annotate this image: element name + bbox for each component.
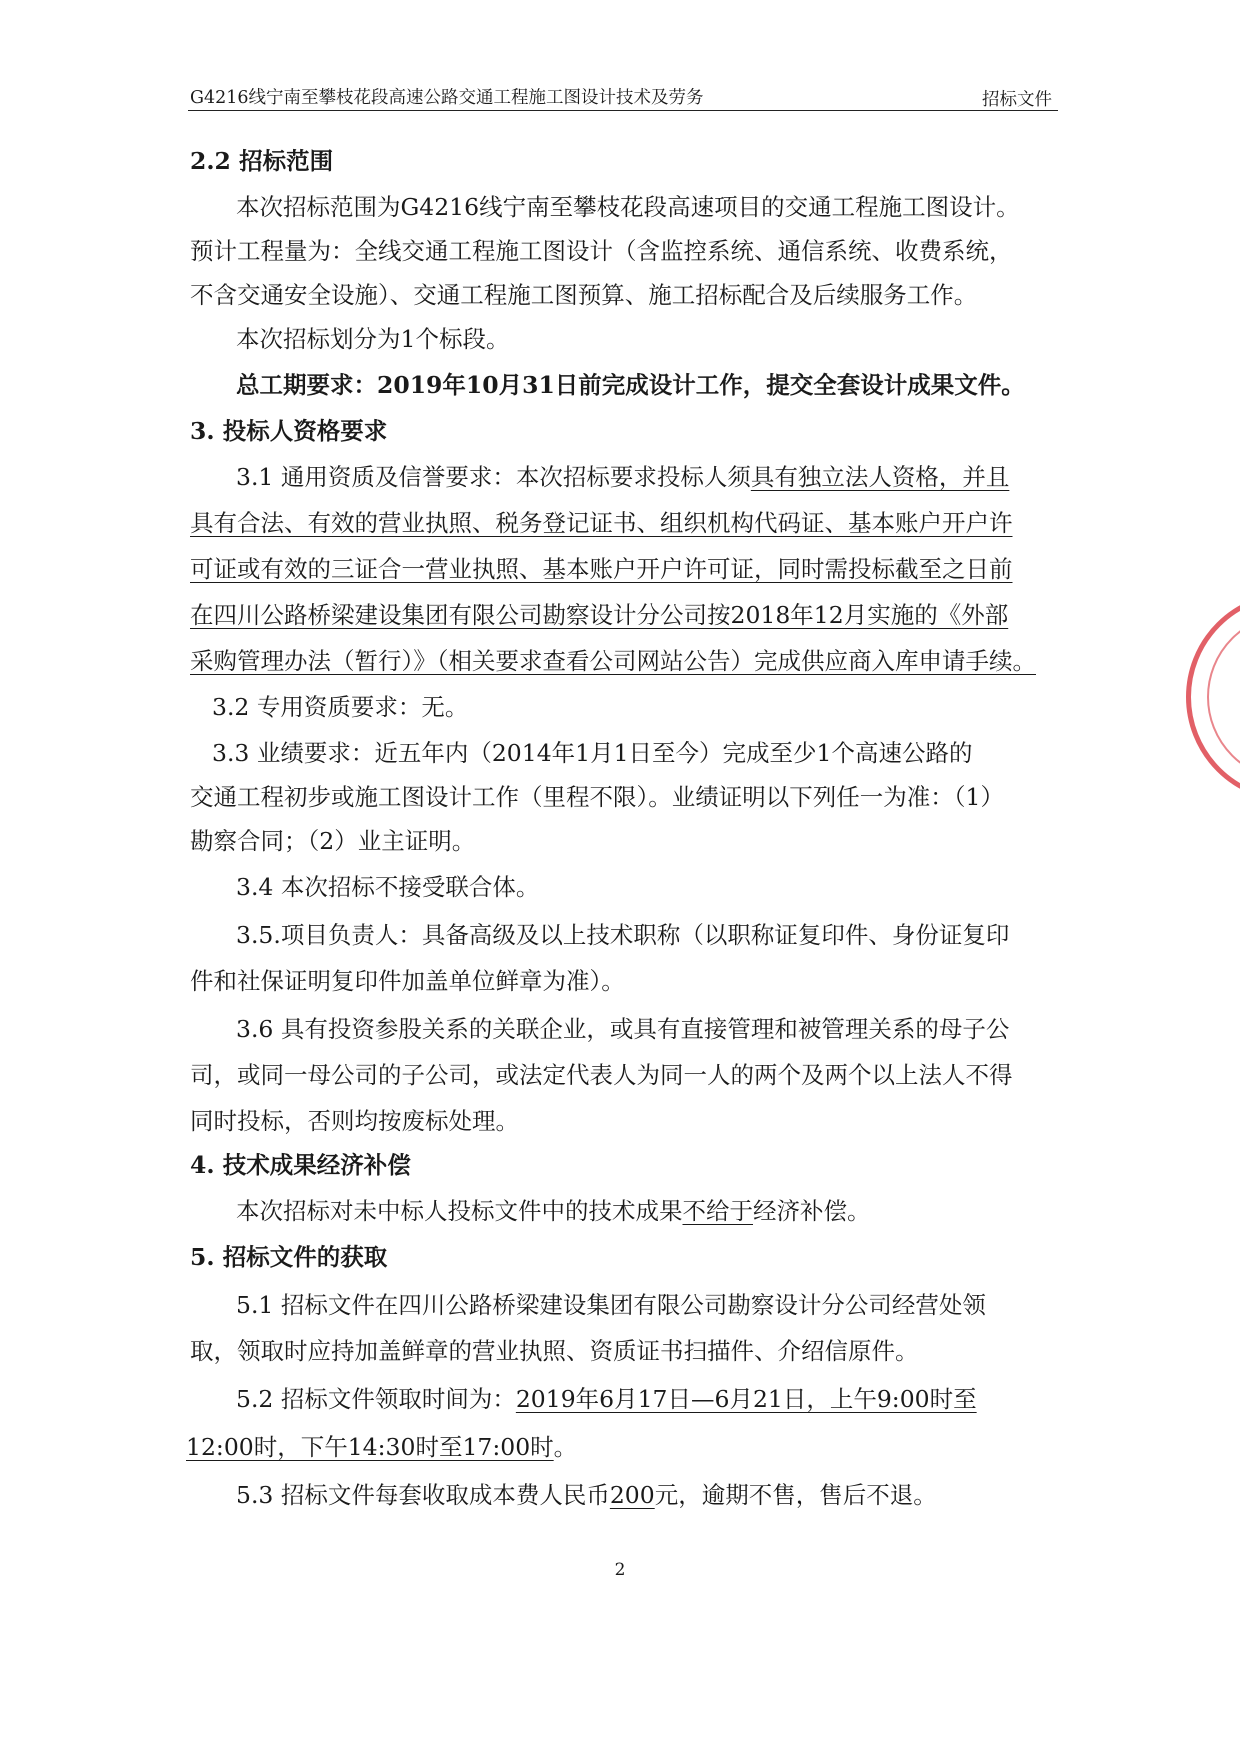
page-number: 2 <box>614 1560 626 1580</box>
item-5-3 <box>236 1480 937 1510</box>
item-5-2-line-2 <box>186 1432 577 1462</box>
schedule-requirement: 总工期要求：2019年10月31日前完成设计工作，提交全套设计成果文件。 <box>236 371 1025 399</box>
red-seal-stamp <box>1186 592 1240 802</box>
item-3-1-prefix: 3.1 通用资质及信誉要求：本次招标要求投标人须 <box>236 463 751 491</box>
item-5-2-time-range-1: 2019年6月17日—6月21日，上午9:00时至 <box>515 1385 977 1413</box>
lot-count: 本次招标划分为1个标段。 <box>236 325 510 353</box>
item-3-5-line-1: 3.5.项目负责人：具备高级及以上技术职称（以职称证复印件、身份证复印 <box>236 921 1010 949</box>
scope-line-3: 不含交通安全设施）、交通工程施工图预算、施工招标配合及后续服务工作。 <box>190 281 978 309</box>
scope-line-2: 预计工程量为：全线交通工程施工图设计（含监控系统、通信系统、收费系统， <box>190 237 1013 265</box>
item-5-2-time-range-2: 12:00时，下午14:30时至17:00时 <box>186 1433 554 1461</box>
item-3-5-line-2: 件和社保证明复印件加盖单位鲜章为准）。 <box>190 967 625 995</box>
section-4-text-underlined: 不给于 <box>682 1197 753 1225</box>
header-doc-type: 招标文件 <box>982 90 1052 110</box>
page-header <box>188 82 1058 111</box>
item-5-1-line-2: 取，领取时应持加盖鲜章的营业执照、资质证书扫描件、介绍信原件。 <box>190 1337 919 1365</box>
section-4-text-after: 经济补偿。 <box>753 1197 871 1225</box>
item-3-6-line-3: 同时投标，否则均按废标处理。 <box>190 1107 519 1135</box>
item-3-3-line-2: 交通工程初步或施工图设计工作（里程不限）。业绩证明以下列任一为准：（1） <box>190 783 1004 811</box>
item-3-1-line-2: 具有合法、有效的营业执照、税务登记证书、组织机构代码证、基本账户开户许 <box>190 509 1013 537</box>
item-3-2: 3.2 专用资质要求：无。 <box>212 693 469 721</box>
header-project-title: G4216线宁南至攀枝花段高速公路交通工程施工图设计技术及劳务 <box>190 88 704 108</box>
section-4-text <box>236 1196 871 1226</box>
item-3-3-line-3: 勘察合同；（2）业主证明。 <box>190 827 476 855</box>
item-3-4: 3.4 本次招标不接受联合体。 <box>236 873 540 901</box>
section-2-2-heading: 2.2 招标范围 <box>190 147 334 175</box>
section-3-heading: 3. 投标人资格要求 <box>190 417 388 445</box>
item-3-1-underlined-start: 具有独立法人资格，并且 <box>750 463 1010 491</box>
scope-line-1: 本次招标范围为G4216线宁南至攀枝花段高速项目的交通工程施工图设计。 <box>236 193 1020 221</box>
item-3-1-line-1 <box>236 462 1009 492</box>
item-3-6-line-1: 3.6 具有投资参股关系的关联企业，或具有直接管理和被管理关系的母子公 <box>236 1015 1010 1043</box>
section-4-heading: 4. 技术成果经济补偿 <box>190 1151 411 1179</box>
item-3-3-line-1: 3.3 业绩要求：近五年内（2014年1月1日至今）完成至少1个高速公路的 <box>212 739 973 767</box>
item-5-1-line-1: 5.1 招标文件在四川公路桥梁建设集团有限公司勘察设计分公司经营处领 <box>236 1291 986 1319</box>
item-3-6-line-2: 司，或同一母公司的子公司，或法定代表人为同一人的两个及两个以上法人不得 <box>190 1061 1013 1089</box>
item-5-2-prefix: 5.2 招标文件领取时间为： <box>236 1385 516 1413</box>
item-5-3-amount: 200 <box>609 1481 655 1509</box>
item-5-3-prefix: 5.3 招标文件每套收取成本费人民币 <box>236 1481 610 1509</box>
item-3-1-line-5: 采购管理办法（暂行）》（相关要求查看公司网站公告）完成供应商入库申请手续。 <box>190 647 1036 675</box>
item-5-2-suffix: 。 <box>553 1433 578 1461</box>
red-seal-inner-ring <box>1207 613 1240 781</box>
item-5-3-suffix: 元，逾期不售，售后不退。 <box>654 1481 937 1509</box>
item-3-1-line-3: 可证或有效的三证合一营业执照、基本账户开户许可证，同时需投标截至之日前 <box>190 555 1013 583</box>
item-3-1-line-4: 在四川公路桥梁建设集团有限公司勘察设计分公司按2018年12月实施的《外部 <box>190 601 1009 629</box>
section-5-heading: 5. 招标文件的获取 <box>190 1243 388 1271</box>
section-4-text-before: 本次招标对未中标人投标文件中的技术成果 <box>236 1197 683 1225</box>
item-5-2-line-1 <box>236 1384 977 1414</box>
